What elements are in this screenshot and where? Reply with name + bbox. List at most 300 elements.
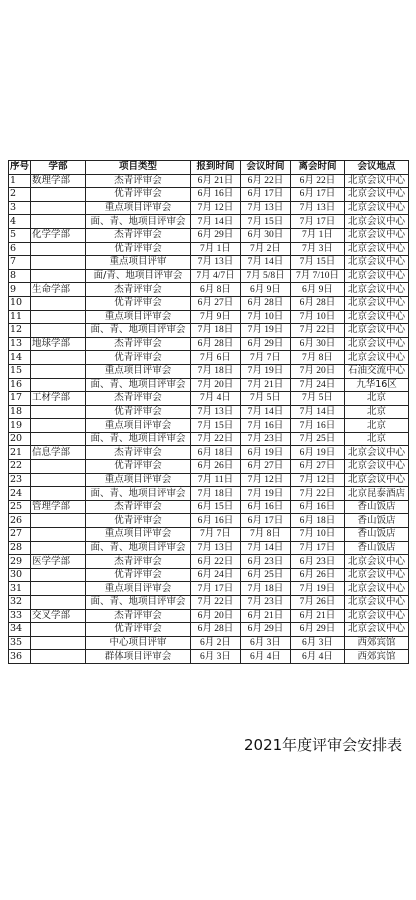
row-project-type: 面、青、地项目评审会 [86, 487, 191, 501]
row-arrival-time: 7月 20日 [191, 378, 241, 392]
row-index: 7 [9, 256, 31, 270]
row-departure-time: 7月 22日 [291, 487, 345, 501]
row-index: 10 [9, 296, 31, 310]
row-meeting-time: 7月 21日 [241, 378, 291, 392]
row-index: 29 [9, 555, 31, 569]
row-meeting-time: 6月 16日 [241, 500, 291, 514]
row-meeting-time: 6月 19日 [241, 446, 291, 460]
row-department [31, 419, 86, 433]
row-departure-time: 7月 22日 [291, 324, 345, 338]
row-department [31, 324, 86, 338]
row-location: 北京会议中心 [345, 596, 409, 610]
row-index: 2 [9, 188, 31, 202]
row-project-type: 群体项目评审会 [86, 650, 191, 664]
row-meeting-time: 7月 19日 [241, 487, 291, 501]
row-arrival-time: 7月 12日 [191, 201, 241, 215]
table-row [9, 555, 409, 569]
row-index: 1 [9, 174, 31, 188]
table-row [9, 432, 409, 446]
row-department: 交叉学部 [31, 609, 86, 623]
row-meeting-time: 6月 23日 [241, 555, 291, 569]
row-location: 北京会议中心 [345, 568, 409, 582]
row-index: 34 [9, 623, 31, 637]
header-department: 学部 [31, 161, 86, 175]
row-location: 香山饭店 [345, 500, 409, 514]
row-location: 北京 [345, 392, 409, 406]
row-departure-time: 7月 25日 [291, 432, 345, 446]
row-project-type: 杰青评审会 [86, 609, 191, 623]
row-arrival-time: 6月 20日 [191, 609, 241, 623]
row-location: 北京 [345, 432, 409, 446]
row-department [31, 582, 86, 596]
document-title: 2021年度评审会安排表 [244, 736, 403, 754]
row-meeting-time: 6月 29日 [241, 337, 291, 351]
row-arrival-time: 7月 15日 [191, 419, 241, 433]
row-departure-time: 7月 8日 [291, 351, 345, 365]
row-department: 数理学部 [31, 174, 86, 188]
header-meeting-time: 会议时间 [241, 161, 291, 175]
row-project-type: 杰青评审会 [86, 446, 191, 460]
row-arrival-time: 6月 2日 [191, 636, 241, 650]
row-project-type: 优青评审会 [86, 242, 191, 256]
schedule-rows [9, 174, 409, 663]
row-location: 北京会议中心 [345, 324, 409, 338]
row-project-type: 优青评审会 [86, 351, 191, 365]
row-department [31, 487, 86, 501]
row-meeting-time: 6月 4日 [241, 650, 291, 664]
row-arrival-time: 7月 17日 [191, 582, 241, 596]
row-location: 北京会议中心 [345, 215, 409, 229]
row-location: 西郊宾馆 [345, 636, 409, 650]
row-meeting-time: 6月 21日 [241, 609, 291, 623]
row-department [31, 256, 86, 270]
row-location: 香山饭店 [345, 528, 409, 542]
row-meeting-time: 7月 7日 [241, 351, 291, 365]
row-project-type: 优青评审会 [86, 514, 191, 528]
row-department: 地球学部 [31, 337, 86, 351]
row-departure-time: 6月 21日 [291, 609, 345, 623]
row-index: 21 [9, 446, 31, 460]
table-row [9, 636, 409, 650]
table-row [9, 337, 409, 351]
row-location: 北京会议中心 [345, 351, 409, 365]
row-department: 医学学部 [31, 555, 86, 569]
row-departure-time: 7月 12日 [291, 473, 345, 487]
row-department [31, 242, 86, 256]
row-arrival-time: 6月 24日 [191, 568, 241, 582]
header-arrival-time: 报到时间 [191, 161, 241, 175]
row-meeting-time: 7月 8日 [241, 528, 291, 542]
row-arrival-time: 7月 18日 [191, 324, 241, 338]
schedule-sheet [8, 160, 408, 664]
row-arrival-time: 7月 14日 [191, 215, 241, 229]
table-row [9, 419, 409, 433]
row-meeting-time: 7月 23日 [241, 432, 291, 446]
table-row [9, 201, 409, 215]
row-departure-time: 6月 30日 [291, 337, 345, 351]
row-project-type: 面/青、地项目评审会 [86, 269, 191, 283]
table-row [9, 174, 409, 188]
row-departure-time: 7月 10日 [291, 528, 345, 542]
row-department [31, 310, 86, 324]
row-project-type: 面、青、地项目评审会 [86, 378, 191, 392]
row-project-type: 优青评审会 [86, 405, 191, 419]
row-meeting-time: 7月 15日 [241, 215, 291, 229]
row-index: 31 [9, 582, 31, 596]
row-project-type: 重点项目评审 [86, 256, 191, 270]
row-department: 化学学部 [31, 228, 86, 242]
row-location: 北京昆泰酒店 [345, 487, 409, 501]
row-departure-time: 6月 4日 [291, 650, 345, 664]
row-departure-time: 6月 19日 [291, 446, 345, 460]
row-meeting-time: 6月 29日 [241, 623, 291, 637]
row-index: 24 [9, 487, 31, 501]
row-department [31, 528, 86, 542]
row-index: 33 [9, 609, 31, 623]
row-department [31, 188, 86, 202]
row-meeting-time: 6月 27日 [241, 460, 291, 474]
row-location: 九华16区 [345, 378, 409, 392]
row-project-type: 杰青评审会 [86, 392, 191, 406]
table-row [9, 242, 409, 256]
row-meeting-time: 6月 28日 [241, 296, 291, 310]
table-row [9, 378, 409, 392]
row-department: 生命学部 [31, 283, 86, 297]
row-department: 工材学部 [31, 392, 86, 406]
row-department [31, 596, 86, 610]
row-meeting-time: 7月 18日 [241, 582, 291, 596]
row-meeting-time: 6月 30日 [241, 228, 291, 242]
row-location: 香山饭店 [345, 541, 409, 555]
row-index: 16 [9, 378, 31, 392]
row-department [31, 636, 86, 650]
row-department [31, 568, 86, 582]
table-row [9, 296, 409, 310]
header-index: 序号 [10, 161, 30, 173]
row-departure-time: 7月 15日 [291, 256, 345, 270]
row-meeting-time: 7月 19日 [241, 324, 291, 338]
table-row [9, 568, 409, 582]
row-index: 18 [9, 405, 31, 419]
row-arrival-time: 7月 1日 [191, 242, 241, 256]
row-department [31, 460, 86, 474]
row-department [31, 269, 86, 283]
row-department [31, 473, 86, 487]
table-row [9, 473, 409, 487]
row-departure-time: 7月 26日 [291, 596, 345, 610]
row-index: 27 [9, 528, 31, 542]
row-department: 管理学部 [31, 500, 86, 514]
row-department [31, 650, 86, 664]
row-project-type: 杰青评审会 [86, 283, 191, 297]
row-arrival-time: 7月 18日 [191, 364, 241, 378]
row-project-type: 优青评审会 [86, 296, 191, 310]
row-index: 35 [9, 636, 31, 650]
row-arrival-time: 6月 26日 [191, 460, 241, 474]
row-departure-time: 7月 16日 [291, 419, 345, 433]
table-row [9, 487, 409, 501]
row-department [31, 201, 86, 215]
row-project-type: 优青评审会 [86, 460, 191, 474]
row-location: 北京会议中心 [345, 242, 409, 256]
row-index: 6 [9, 242, 31, 256]
row-project-type: 重点项目评审会 [86, 419, 191, 433]
row-arrival-time: 6月 22日 [191, 555, 241, 569]
row-departure-time: 7月 19日 [291, 582, 345, 596]
row-index: 36 [9, 650, 31, 664]
row-project-type: 中心项目评审 [86, 636, 191, 650]
row-location: 北京会议中心 [345, 228, 409, 242]
row-project-type: 优青评审会 [86, 623, 191, 637]
row-location: 北京会议中心 [345, 337, 409, 351]
row-project-type: 重点项目评审会 [86, 364, 191, 378]
table-row [9, 228, 409, 242]
table-row [9, 364, 409, 378]
row-location: 北京会议中心 [345, 269, 409, 283]
row-department [31, 514, 86, 528]
row-location: 北京会议中心 [345, 555, 409, 569]
row-meeting-time: 7月 19日 [241, 364, 291, 378]
row-meeting-time: 6月 17日 [241, 514, 291, 528]
row-arrival-time: 6月 3日 [191, 650, 241, 664]
row-index: 25 [9, 500, 31, 514]
row-meeting-time: 7月 13日 [241, 201, 291, 215]
table-row [9, 310, 409, 324]
row-meeting-time: 7月 14日 [241, 405, 291, 419]
row-department [31, 364, 86, 378]
row-location: 北京会议中心 [345, 201, 409, 215]
table-row [9, 528, 409, 542]
row-location: 北京会议中心 [345, 256, 409, 270]
row-index: 26 [9, 514, 31, 528]
row-meeting-time: 7月 12日 [241, 473, 291, 487]
row-department [31, 405, 86, 419]
row-meeting-time: 7月 14日 [241, 541, 291, 555]
table-row [9, 623, 409, 637]
row-departure-time: 6月 22日 [291, 174, 345, 188]
row-location: 北京会议中心 [345, 446, 409, 460]
row-location: 北京 [345, 405, 409, 419]
row-departure-time: 7月 3日 [291, 242, 345, 256]
row-index: 15 [9, 364, 31, 378]
row-arrival-time: 7月 6日 [191, 351, 241, 365]
row-department [31, 623, 86, 637]
table-row [9, 514, 409, 528]
row-project-type: 面、青、地项目评审会 [86, 541, 191, 555]
row-arrival-time: 6月 27日 [191, 296, 241, 310]
row-department [31, 432, 86, 446]
row-index: 19 [9, 419, 31, 433]
row-departure-time: 6月 17日 [291, 188, 345, 202]
table-row [9, 582, 409, 596]
row-meeting-time: 7月 2日 [241, 242, 291, 256]
row-arrival-time: 6月 16日 [191, 514, 241, 528]
row-departure-time: 6月 9日 [291, 283, 345, 297]
table-row [9, 351, 409, 365]
row-meeting-time: 7月 10日 [241, 310, 291, 324]
row-department: 信息学部 [31, 446, 86, 460]
row-project-type: 杰青评审会 [86, 174, 191, 188]
row-departure-time: 6月 16日 [291, 500, 345, 514]
row-departure-time: 7月 14日 [291, 405, 345, 419]
schedule-table [8, 160, 409, 664]
row-location: 北京会议中心 [345, 473, 409, 487]
row-location: 香山饭店 [345, 514, 409, 528]
row-project-type: 重点项目评审会 [86, 582, 191, 596]
row-departure-time: 6月 29日 [291, 623, 345, 637]
table-row [9, 650, 409, 664]
row-location: 北京 [345, 419, 409, 433]
row-arrival-time: 6月 28日 [191, 623, 241, 637]
row-project-type: 优青评审会 [86, 188, 191, 202]
row-departure-time: 6月 28日 [291, 296, 345, 310]
row-index: 20 [9, 432, 31, 446]
row-arrival-time: 6月 8日 [191, 283, 241, 297]
row-department [31, 215, 86, 229]
row-meeting-time: 6月 9日 [241, 283, 291, 297]
header-row [9, 161, 409, 175]
row-departure-time: 7月 7/10日 [291, 269, 345, 283]
row-project-type: 杰青评审会 [86, 555, 191, 569]
table-row [9, 188, 409, 202]
row-departure-time: 7月 1日 [291, 228, 345, 242]
table-row [9, 215, 409, 229]
row-arrival-time: 7月 11日 [191, 473, 241, 487]
row-project-type: 重点项目评审会 [86, 528, 191, 542]
row-meeting-time: 6月 22日 [241, 174, 291, 188]
row-arrival-time: 6月 16日 [191, 188, 241, 202]
row-arrival-time: 7月 4/7日 [191, 269, 241, 283]
row-arrival-time: 7月 4日 [191, 392, 241, 406]
table-row [9, 500, 409, 514]
row-arrival-time: 7月 13日 [191, 256, 241, 270]
row-location: 北京会议中心 [345, 188, 409, 202]
row-departure-time: 7月 20日 [291, 364, 345, 378]
row-index: 28 [9, 541, 31, 555]
row-project-type: 重点项目评审会 [86, 473, 191, 487]
row-arrival-time: 6月 18日 [191, 446, 241, 460]
table-row [9, 256, 409, 270]
row-index: 14 [9, 351, 31, 365]
row-location: 北京会议中心 [345, 460, 409, 474]
row-location: 北京会议中心 [345, 582, 409, 596]
row-project-type: 面、青、地项目评审会 [86, 215, 191, 229]
row-index: 22 [9, 460, 31, 474]
row-location: 北京会议中心 [345, 174, 409, 188]
row-index: 17 [9, 392, 31, 406]
table-row [9, 405, 409, 419]
row-meeting-time: 7月 23日 [241, 596, 291, 610]
row-location: 北京会议中心 [345, 283, 409, 297]
row-project-type: 重点项目评审会 [86, 201, 191, 215]
row-arrival-time: 7月 9日 [191, 310, 241, 324]
row-arrival-time: 7月 18日 [191, 487, 241, 501]
row-departure-time: 6月 26日 [291, 568, 345, 582]
table-row [9, 392, 409, 406]
row-departure-time: 6月 18日 [291, 514, 345, 528]
row-meeting-time: 6月 3日 [241, 636, 291, 650]
row-project-type: 优青评审会 [86, 568, 191, 582]
row-departure-time: 6月 27日 [291, 460, 345, 474]
header-project-type: 项目类型 [86, 161, 191, 175]
row-index: 12 [9, 324, 31, 338]
table-row [9, 596, 409, 610]
row-departure-time: 7月 5日 [291, 392, 345, 406]
row-location: 北京会议中心 [345, 623, 409, 637]
row-index: 4 [9, 215, 31, 229]
row-department [31, 541, 86, 555]
row-meeting-time: 7月 5日 [241, 392, 291, 406]
row-index: 30 [9, 568, 31, 582]
row-location: 北京会议中心 [345, 609, 409, 623]
table-row [9, 324, 409, 338]
row-index: 23 [9, 473, 31, 487]
table-row [9, 541, 409, 555]
row-meeting-time: 7月 14日 [241, 256, 291, 270]
row-project-type: 杰青评审会 [86, 337, 191, 351]
row-project-type: 面、青、地项目评审会 [86, 324, 191, 338]
row-project-type: 面、青、地项目评审会 [86, 596, 191, 610]
row-departure-time: 7月 17日 [291, 541, 345, 555]
row-department [31, 351, 86, 365]
row-index: 3 [9, 201, 31, 215]
row-project-type: 重点项目评审会 [86, 310, 191, 324]
row-departure-time: 7月 10日 [291, 310, 345, 324]
header-departure-time: 离会时间 [291, 161, 345, 175]
row-departure-time: 7月 24日 [291, 378, 345, 392]
row-project-type: 面、青、地项目评审会 [86, 432, 191, 446]
row-arrival-time: 7月 13日 [191, 541, 241, 555]
row-departure-time: 6月 23日 [291, 555, 345, 569]
row-meeting-time: 7月 16日 [241, 419, 291, 433]
row-departure-time: 7月 13日 [291, 201, 345, 215]
row-index: 5 [9, 228, 31, 242]
row-arrival-time: 6月 21日 [191, 174, 241, 188]
row-index: 32 [9, 596, 31, 610]
row-meeting-time: 6月 17日 [241, 188, 291, 202]
table-row [9, 460, 409, 474]
row-index: 13 [9, 337, 31, 351]
row-project-type: 杰青评审会 [86, 228, 191, 242]
row-arrival-time: 7月 22日 [191, 432, 241, 446]
row-location: 石油交流中心 [345, 364, 409, 378]
row-arrival-time: 7月 7日 [191, 528, 241, 542]
table-row [9, 446, 409, 460]
row-project-type: 杰青评审会 [86, 500, 191, 514]
row-arrival-time: 6月 29日 [191, 228, 241, 242]
table-row [9, 609, 409, 623]
row-arrival-time: 7月 13日 [191, 405, 241, 419]
row-location: 西郊宾馆 [345, 650, 409, 664]
row-arrival-time: 6月 28日 [191, 337, 241, 351]
row-index: 9 [9, 283, 31, 297]
row-arrival-time: 6月 15日 [191, 500, 241, 514]
row-departure-time: 7月 17日 [291, 215, 345, 229]
header-location: 会议地点 [345, 161, 409, 175]
row-meeting-time: 6月 25日 [241, 568, 291, 582]
row-departure-time: 6月 3日 [291, 636, 345, 650]
row-location: 北京会议中心 [345, 310, 409, 324]
row-location: 北京会议中心 [345, 296, 409, 310]
table-row [9, 283, 409, 297]
row-index: 11 [9, 310, 31, 324]
row-department [31, 378, 86, 392]
row-meeting-time: 7月 5/8日 [241, 269, 291, 283]
table-row [9, 269, 409, 283]
row-index: 8 [9, 269, 31, 283]
row-arrival-time: 7月 22日 [191, 596, 241, 610]
row-department [31, 296, 86, 310]
